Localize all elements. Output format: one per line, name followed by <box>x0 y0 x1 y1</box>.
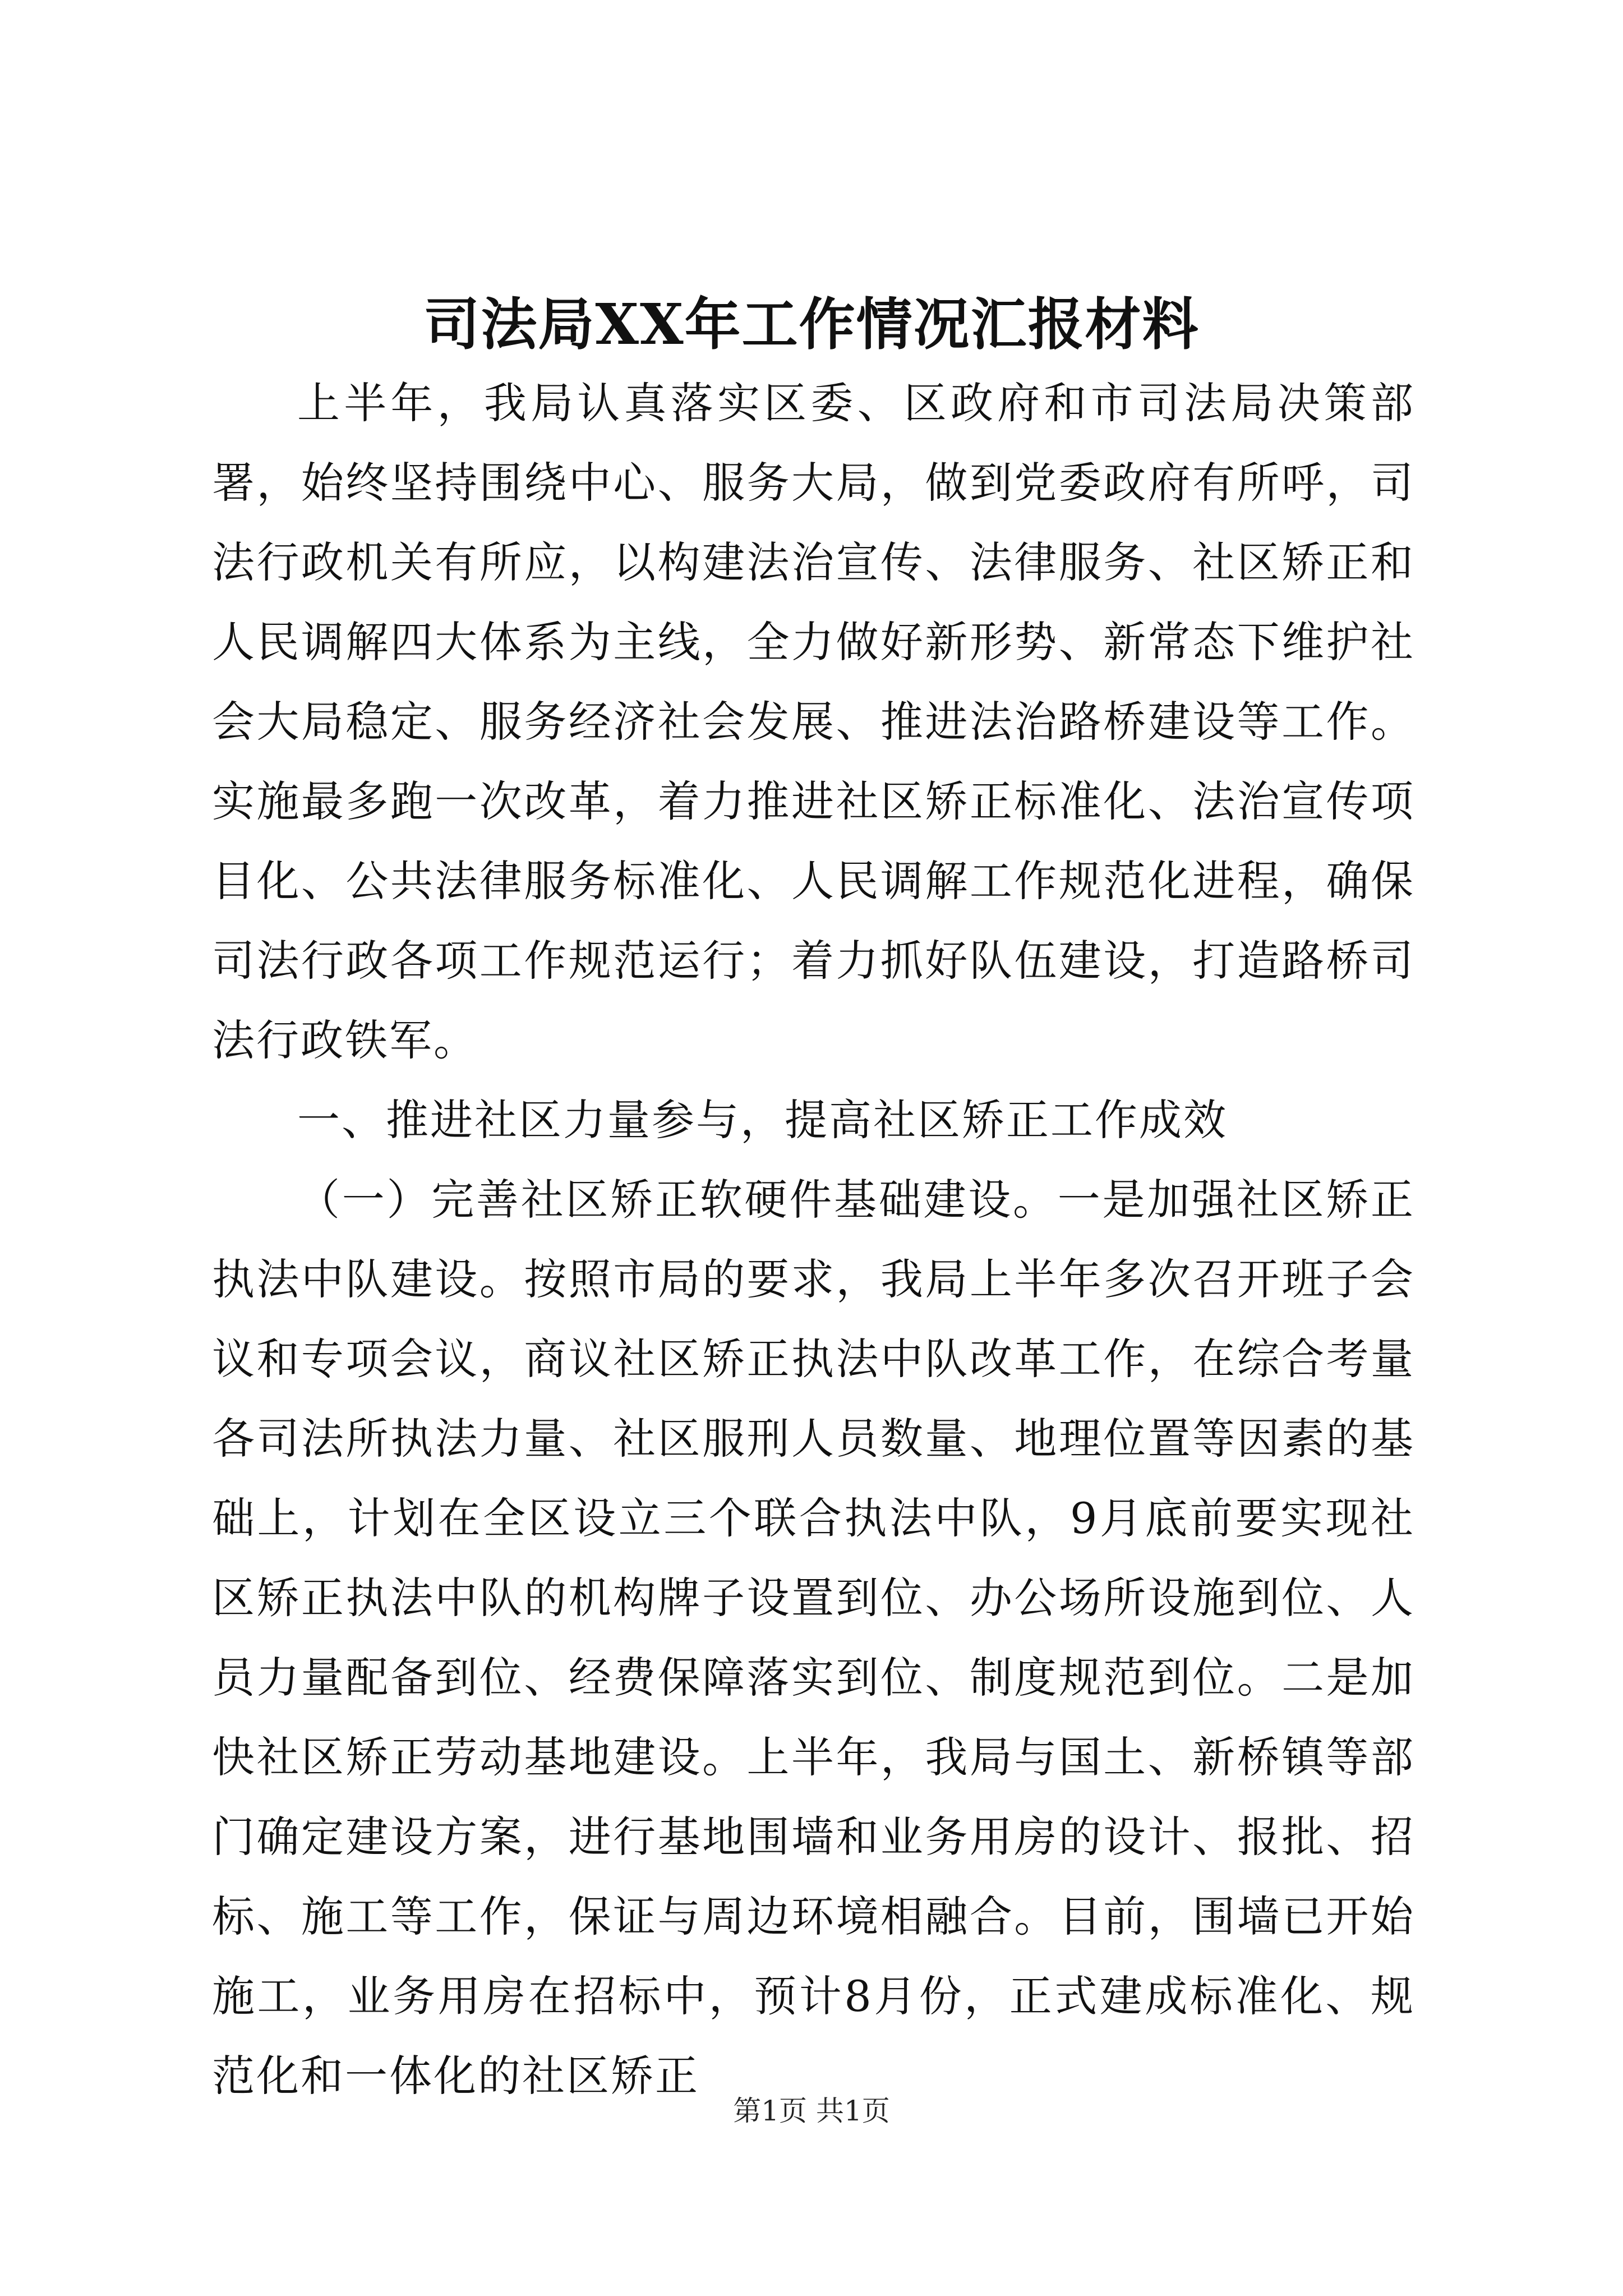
paragraph-intro: 上半年，我局认真落实区委、区政府和市司法局决策部署，始终坚持围绕中心、服务大局，做到党委政府有所呼，司法行政机关有所应，以构建法治宣传、法律服务、社区矫正和人民调解四大体系为主线，全力做好新形势、新常态下维护社会大局稳定、服务经济社会发展、推进法治路桥建设等工作。实施最多跑一次改革，着力推进社区矫正标准化、法治宣传项目化、公共法律服务标准化、人民调解工作规范化进程，确保司法行政各项工作规范运行；着力抓好队伍建设，打造路桥司法行政铁军。 <box>212 378 1415 1065</box>
page-footer: 第1页 共1页 <box>733 2095 890 2127</box>
paragraph-section-1-1: （一）完善社区矫正软硬件基础建设。一是加强社区矫正执法中队建设。按照市局的要求，我局上半年多次召开班子会议和专项会议，商议社区矫正执法中队改革工作，在综合考量各司法所执法力量、社区服刑人员数量、地理位置等因素的基础上，计划在全区设立三个联合执法中队，9月底前要实现社区矫正执法中队的机构牌子设置到位、办公场所设施到位、人员力量配备到位、经费保障落实到位、制度规范到位。二是加快社区矫正劳动基地建设。上半年，我局与国土、新桥镇等部门确定建设方案，进行基地围墙和业务用房的设计、报批、招标、施工等工作，保证与周边环境相融合。目前，围墙已开始施工，业务用房在招标中，预计8月份，正式建成标准化、规范化和一体化的社区矫正 <box>212 1175 1415 2101</box>
document-title: 司法局XX年工作情况汇报材料 <box>423 291 1200 357</box>
document-body <box>212 364 1415 2116</box>
section-heading-1: 一、推进社区力量参与，提高社区矫正工作成效 <box>297 1095 1228 1145</box>
